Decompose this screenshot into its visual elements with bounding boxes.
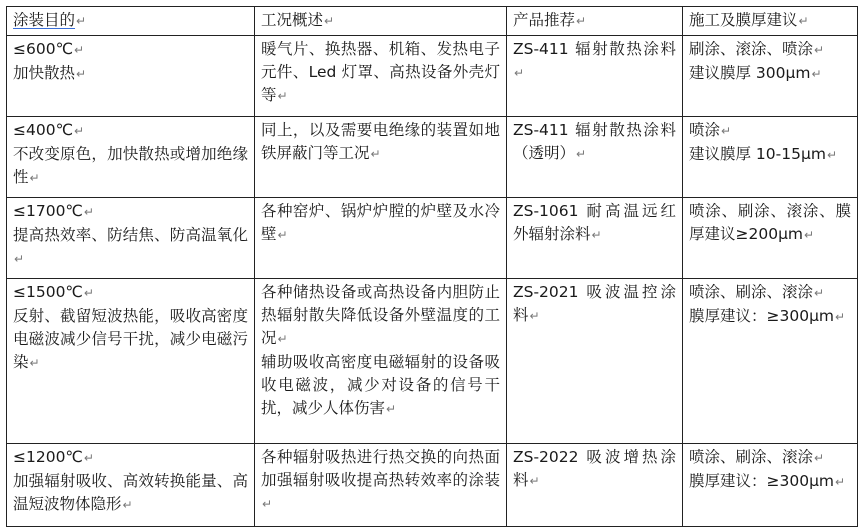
paragraph-mark-icon: ↵ xyxy=(76,67,87,81)
table-row xyxy=(7,444,858,527)
temperature-limit: ≤400℃ xyxy=(13,121,73,139)
paragraph-mark-icon: ↵ xyxy=(370,147,381,161)
purpose-text: 加快散热 xyxy=(13,64,76,82)
cell-product xyxy=(507,279,683,444)
cell-product xyxy=(507,117,683,198)
conditions-text: 同上，以及需要电绝缘的装置如地铁屏蔽门等工况 xyxy=(261,121,500,162)
thickness-text: 建议膜厚 300μm xyxy=(689,64,811,82)
paragraph-mark-icon: ↵ xyxy=(76,14,87,28)
cell-conditions xyxy=(255,117,507,198)
header-conditions-text: 工况概述 xyxy=(261,11,324,29)
paragraph-mark-icon: ↵ xyxy=(576,14,587,28)
paragraph-mark-icon: ↵ xyxy=(386,402,397,416)
paragraph-mark-icon: ↵ xyxy=(826,148,837,162)
cell-product xyxy=(507,198,683,279)
purpose-text: 提高热效率、防结焦、防高温氧化 xyxy=(13,226,248,244)
paragraph-mark-icon: ↵ xyxy=(814,43,825,57)
paragraph-mark-icon: ↵ xyxy=(83,205,94,219)
paragraph-mark-icon: ↵ xyxy=(814,451,825,465)
paragraph-mark-icon: ↵ xyxy=(29,171,40,185)
paragraph-mark-icon: ↵ xyxy=(73,124,85,138)
paragraph-mark-icon: ↵ xyxy=(835,475,846,489)
product-name: ZS-411 辐射散热涂料（透明） xyxy=(513,121,676,162)
table-row xyxy=(7,279,858,444)
paragraph-mark-icon: ↵ xyxy=(29,356,40,370)
paragraph-mark-icon: ↵ xyxy=(835,310,846,324)
conditions-text: 各种辐射吸热进行热交换的向热面加强辐射吸收提高热转效率的涂装 xyxy=(261,448,500,489)
paragraph-mark-icon: ↵ xyxy=(804,228,815,242)
paragraph-mark-icon: ↵ xyxy=(262,497,273,511)
cell-advice xyxy=(683,198,858,279)
header-purpose xyxy=(7,7,255,36)
header-product-text: 产品推荐 xyxy=(513,11,576,29)
purpose-text: 不改变原色，加快散热或增加绝缘性 xyxy=(13,145,248,186)
conditions-text: 各种储热设备或高热设备内胆防止热辐射散失降低设备外壁温度的工况 xyxy=(261,283,500,347)
temperature-limit: ≤1700℃ xyxy=(13,202,83,220)
cell-product xyxy=(507,444,683,527)
cell-purpose xyxy=(7,36,255,117)
cell-purpose xyxy=(7,444,255,527)
paragraph-mark-icon: ↵ xyxy=(83,451,94,465)
cell-advice xyxy=(683,444,858,527)
paragraph-mark-icon: ↵ xyxy=(591,228,602,242)
temperature-limit: ≤1200℃ xyxy=(13,448,83,466)
paragraph-mark-icon: ↵ xyxy=(73,43,85,57)
cell-advice xyxy=(683,117,858,198)
paragraph-mark-icon: ↵ xyxy=(529,474,540,488)
paragraph-mark-icon: ↵ xyxy=(83,286,94,300)
header-product xyxy=(507,7,683,36)
paragraph-mark-icon: ↵ xyxy=(122,498,133,512)
purpose-text: 加强辐射吸收、高效转换能量、高温短波物体隐形 xyxy=(13,472,248,513)
product-name: ZS-411 辐射散热涂料 xyxy=(513,40,676,58)
table-header-row xyxy=(7,7,858,36)
header-advice xyxy=(683,7,858,36)
paragraph-mark-icon: ↵ xyxy=(721,124,732,138)
spec-table-body xyxy=(7,7,858,527)
product-name: ZS-2022 吸波增热涂料 xyxy=(513,448,676,489)
cell-purpose xyxy=(7,279,255,444)
thickness-text: 膜厚建议：≥300μm xyxy=(689,472,835,490)
method-text: 刷涂、滚涂、喷涂 xyxy=(689,40,814,58)
paragraph-mark-icon: ↵ xyxy=(811,67,822,81)
temperature-limit: ≤1500℃ xyxy=(13,283,83,301)
paragraph-mark-icon: ↵ xyxy=(277,332,288,346)
header-conditions xyxy=(255,7,507,36)
method-text: 喷涂、刷涂、滚涂、膜厚建议≥200μm xyxy=(689,202,851,243)
paragraph-mark-icon: ↵ xyxy=(576,147,587,161)
thickness-text: 建议膜厚 10-15μm xyxy=(689,145,826,163)
purpose-text: 反射、截留短波热能，吸收高密度电磁波减少信号干扰，减少电磁污染 xyxy=(13,307,248,371)
thickness-text: 膜厚建议：≥300μm xyxy=(689,307,835,325)
paragraph-mark-icon: ↵ xyxy=(798,14,809,28)
header-advice-text: 施工及膜厚建议 xyxy=(689,11,798,29)
method-text: 喷涂、刷涂、滚涂 xyxy=(689,448,814,466)
paragraph-mark-icon: ↵ xyxy=(14,252,25,266)
cell-conditions xyxy=(255,444,507,527)
product-name: ZS-2021 吸波温控涂料 xyxy=(513,283,676,324)
header-purpose-text: 涂装目的 xyxy=(13,11,76,29)
table-row xyxy=(7,36,858,117)
cell-conditions xyxy=(255,36,507,117)
cell-advice xyxy=(683,279,858,444)
cell-purpose xyxy=(7,117,255,198)
conditions-text: 辅助吸收高密度电磁辐射的设备吸收电磁波，减少对设备的信号干扰，减少人体伤害 xyxy=(261,353,500,417)
spec-table xyxy=(6,6,858,527)
conditions-text: 各种窑炉、锅炉炉膛的炉壁及水冷壁 xyxy=(261,202,500,243)
cell-conditions xyxy=(255,198,507,279)
cell-advice xyxy=(683,36,858,117)
paragraph-mark-icon: ↵ xyxy=(324,14,335,28)
table-row xyxy=(7,117,858,198)
cell-conditions xyxy=(255,279,507,444)
cell-product xyxy=(507,36,683,117)
table-row xyxy=(7,198,858,279)
method-text: 喷涂 xyxy=(689,121,721,139)
paragraph-mark-icon: ↵ xyxy=(277,228,288,242)
paragraph-mark-icon: ↵ xyxy=(514,66,525,80)
method-text: 喷涂、刷涂、滚涂 xyxy=(689,283,814,301)
product-name: ZS-1061 耐高温远红外辐射涂料 xyxy=(513,202,676,243)
cell-purpose xyxy=(7,198,255,279)
paragraph-mark-icon: ↵ xyxy=(814,286,825,300)
conditions-text: 暖气片、换热器、机箱、发热电子元件、Led 灯罩、高热设备外壳灯等 xyxy=(261,40,500,104)
paragraph-mark-icon: ↵ xyxy=(277,89,288,103)
temperature-limit: ≤600℃ xyxy=(13,40,73,58)
paragraph-mark-icon: ↵ xyxy=(529,309,540,323)
